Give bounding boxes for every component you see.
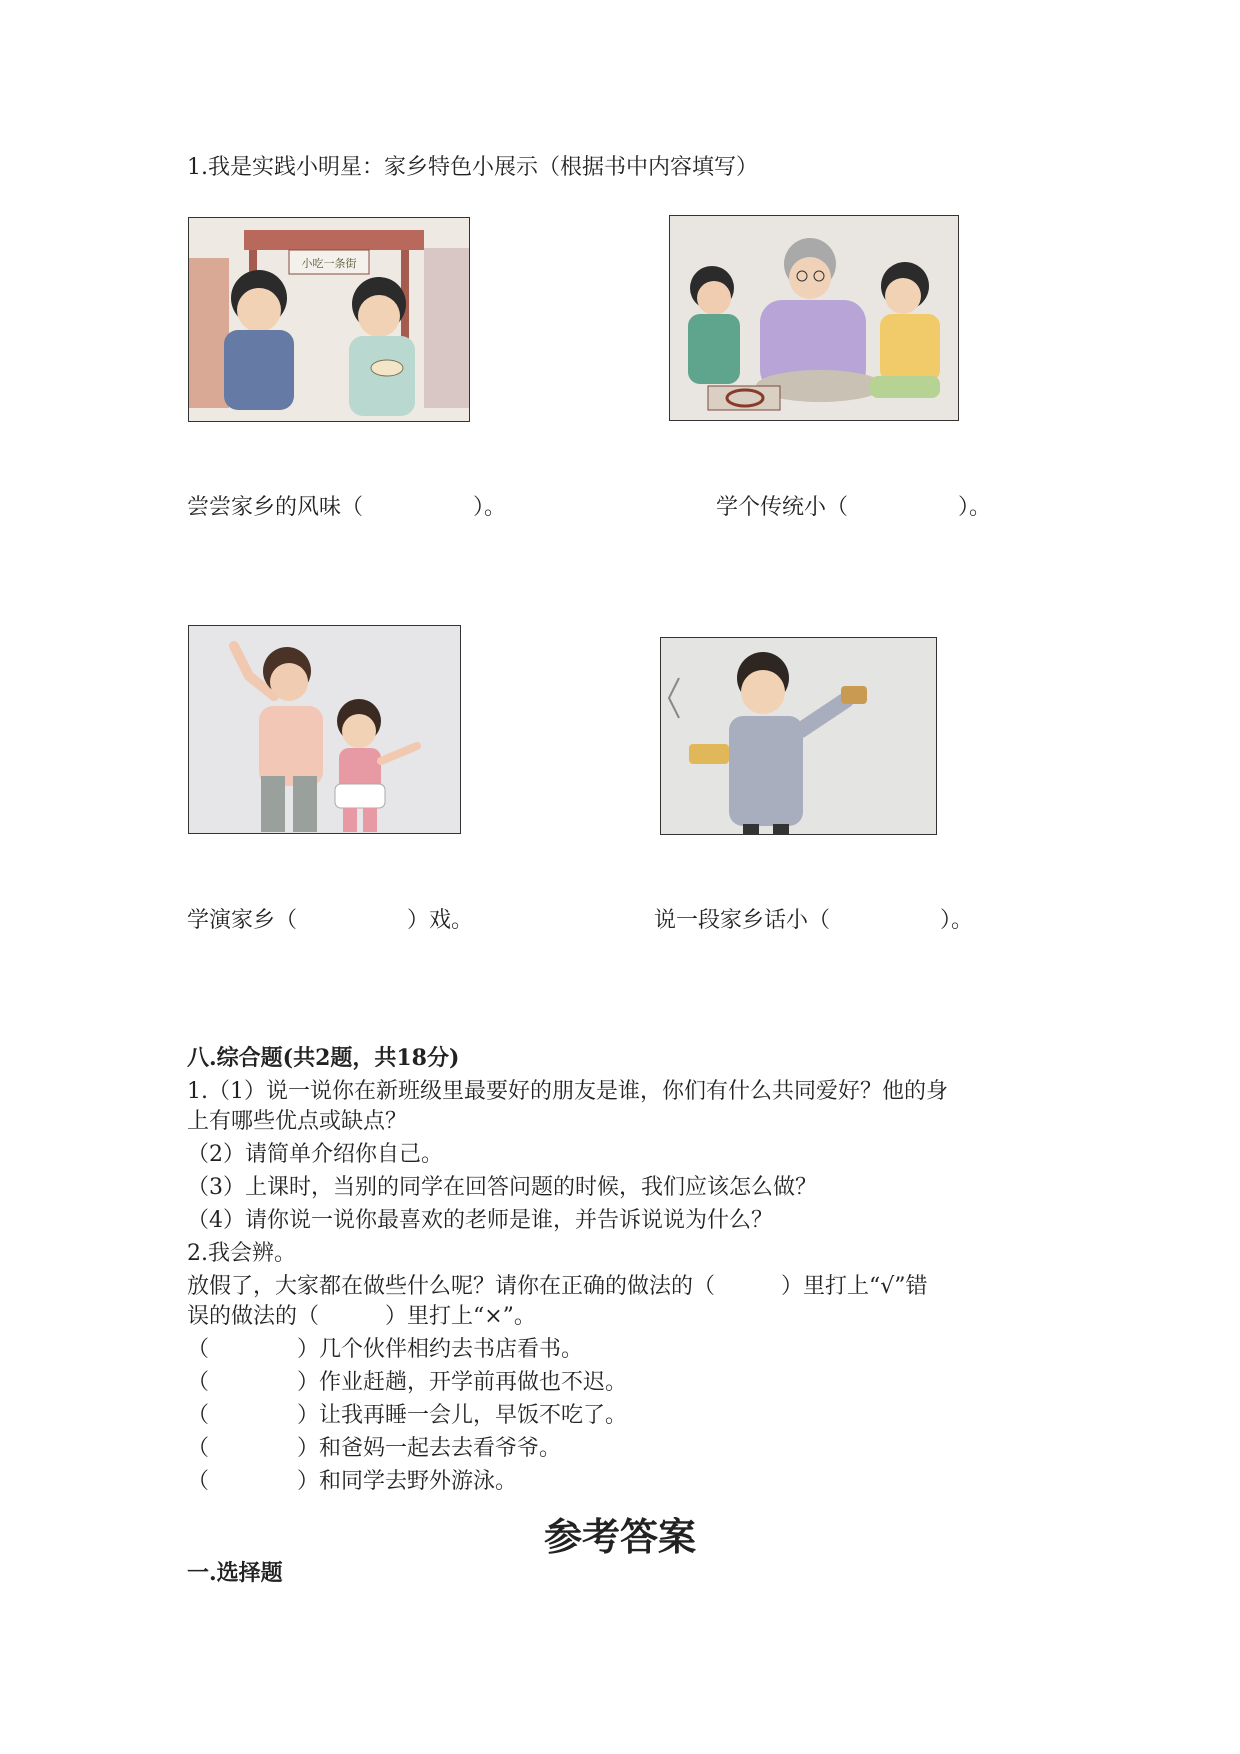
sign-text: 小吃一条街 (301, 257, 357, 270)
snack-street-illustration (189, 218, 469, 421)
judge-item: （ ）和同学去野外游泳。 (187, 1469, 518, 1494)
question-1-title: 1.我是实践小明星：家乡特色小展示（根据书中内容填写） (187, 155, 758, 180)
dialect-talk-illustration (661, 638, 936, 834)
answers-section-1: 一.选择题 (187, 1560, 283, 1586)
question-8-1-sub2: （2）请简单介绍你自己。 (187, 1142, 443, 1167)
section-8-heading: 八.综合题(共2题，共18分) (187, 1045, 460, 1071)
caption-taste-flavor: 尝尝家乡的风味（ ）。 (187, 495, 507, 520)
question-8-1-line2: 上有哪些优点或缺点？ (187, 1109, 408, 1134)
local-opera-illustration (189, 626, 460, 833)
caption-traditional-craft: 学个传统小（ ）。 (716, 495, 992, 520)
judge-item: （ ）让我再睡一会儿，早饭不吃了。 (187, 1403, 628, 1428)
judge-item: （ ）和爸妈一起去去看爷爷。 (187, 1436, 562, 1461)
question-8-1-sub3: （3）上课时，当别的同学在回答问题的时候，我们应该怎么做？ (187, 1175, 817, 1200)
question-8-1-line1: 1.（1）说一说你在新班级里最要好的朋友是谁，你们有什么共同爱好？他的身 (187, 1079, 948, 1104)
local-opera-picture (188, 625, 461, 834)
question-8-1-sub4: （4）请你说一说你最喜欢的老师是谁，并告诉说说为什么？ (187, 1208, 773, 1233)
paper-cutting-illustration (670, 216, 958, 420)
snack-street-picture (188, 217, 470, 422)
question-8-2-intro-line2: 误的做法的（ ）里打上“×”。 (187, 1304, 536, 1329)
judge-item: （ ）作业赶趟，开学前再做也不迟。 (187, 1370, 628, 1395)
question-8-2-title: 2.我会辨。 (187, 1241, 296, 1266)
paper-cutting-picture (669, 215, 959, 421)
question-8-2-intro-line1: 放假了，大家都在做些什么呢？请你在正确的做法的（ ）里打上“√”错 (187, 1274, 928, 1299)
judge-item: （ ）几个伙伴相约去书店看书。 (187, 1337, 584, 1362)
answers-title: 参考答案 (543, 1515, 696, 1559)
caption-dialect: 说一段家乡话小（ ）。 (654, 908, 974, 933)
dialect-talk-picture (660, 637, 937, 835)
caption-local-opera: 学演家乡（ ）戏。 (187, 908, 474, 933)
